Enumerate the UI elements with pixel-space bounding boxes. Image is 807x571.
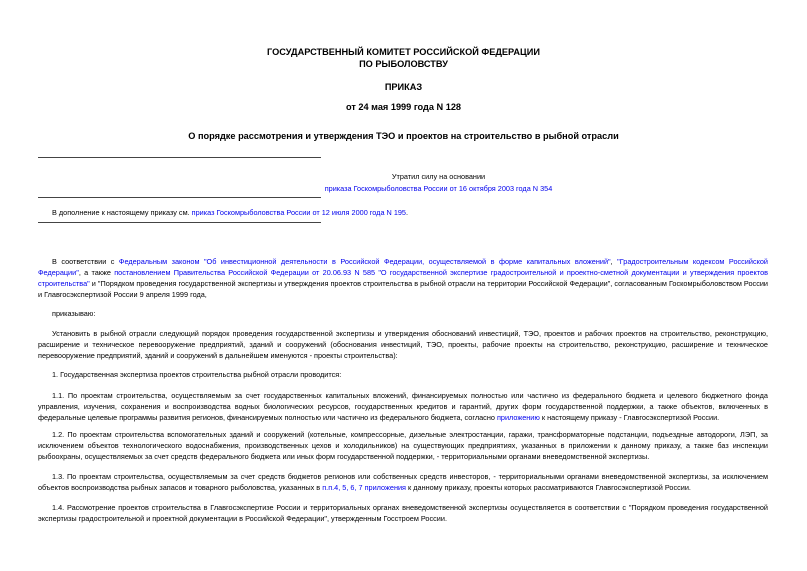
order-word: приказываю: — [52, 309, 96, 318]
clause-1-2: 1.2. По проектам строительства вспомогательных зданий и сооружений (котельные, компрессорные, дизельные электростанции, гаражи, трансформаторные подстанции, подъездные автодороги, ЛЭП, за исключением объектов технологического водоснабжения, производственных цехов и холодильников) на существующих предприятиях, указанных в приложении к данному приказу, а также баз инспекции рыбоохраны, осуществляемых за счет средств федерального бюджета или иных форм государственной поддержки, - территориальными органами вневедомственной экспертизы. — [38, 430, 768, 461]
clause-1-1 — [38, 390, 768, 423]
text-fragment: к данному приказу, проекты которых рассматриваются Главгосэкспертизой России. — [406, 483, 691, 492]
appendix-items-link[interactable]: п.п.4, 5, 6, 7 приложения — [322, 483, 406, 492]
divider — [38, 197, 321, 198]
divider — [38, 157, 321, 158]
text-fragment: , — [610, 257, 613, 266]
status-note-text: Утратил силу на основании — [391, 172, 486, 181]
divider — [38, 222, 321, 223]
urban-code-link[interactable]: "Градостроительным кодексом Российской Федерации" — [38, 257, 769, 277]
repeal-order-link[interactable]: приказа Госкомрыболовства России от 16 октября 2003 года N 354 — [324, 184, 553, 193]
document-date-number: от 24 мая 1999 года N 128 — [345, 102, 462, 112]
document-title: О порядке рассмотрения и утверждения ТЭО и проектов на строительство в рыбной отрасли — [188, 131, 619, 141]
clause-1-3 — [38, 471, 768, 493]
related-order-link[interactable]: приказ Госкомрыболовства России от 12 июля 2000 года N 195 — [191, 208, 406, 217]
preamble-paragraph — [38, 256, 768, 300]
document-type: ПРИКАЗ — [384, 82, 423, 92]
appendix-link[interactable]: приложению — [496, 413, 540, 422]
text-fragment: , а также — [78, 268, 111, 277]
federal-law-link[interactable]: Федеральным законом "Об инвестиционной деятельности в Российской Федерации, осуществляемой в форме капитальных вложений" — [118, 257, 611, 266]
addition-note-suffix: . — [406, 208, 409, 217]
status-note — [35, 171, 807, 182]
government-resolution-link[interactable]: постановлением Правительства Российской Федерации от 20.06.93 N 585 "О государственной экспертизе градостроительной и проектно-сметной документации и утверждения проектов строительства" — [38, 268, 769, 288]
text-fragment: 1.1. По проектам строительства, осуществляемым за счет государственных капитальных вложений, финансируемых полностью или частично из федерального бюджета и целевого бюджетного фонда управления, изучения, сохранения и воспроизводства водных биологических ресурсов, государственных кредитов и гарантий, других форм государственной поддержки, а также объектов, включенных в федеральные целевые программы развития регионов, финансируемых полностью или частично из федерального бюджета, согласно — [38, 391, 768, 422]
issuer-line-1: ГОСУДАРСТВЕННЫЙ КОМИТЕТ РОССИЙСКОЙ ФЕДЕРАЦИИ — [267, 47, 540, 57]
text-fragment: 1.3. По проектам строительства, осуществляемым за счет средств бюджетов регионов или собственных средств инвесторов, - территориальными органами вневедомственной экспертизы, за исключением объектов воспроизводства рыбных запасов и товарного рыболовства, указанных в — [38, 472, 768, 492]
main-paragraph: Установить в рыбной отрасли следующий порядок проведения государственной экспертизы и утверждения обоснований инвестиций, ТЭО, проектов и рабочих проектов на строительство, реконструкцию, расширение и техническое перевооружение предприятий, зданий и сооружений (обоснования инвестиций, ТЭО, проекты, рабочие проекты на строительство, реконструкцию, расширение и техническое перевооружение предприятий, зданий и сооружений в дальнейшем именуются - проекты строительства): — [38, 329, 768, 360]
status-note-link-row — [35, 183, 807, 194]
addition-note-prefix: В дополнение к настоящему приказу см. — [52, 208, 190, 217]
text-fragment: В соответствии с — [52, 257, 115, 266]
clause-1: 1. Государственная экспертиза проектов строительства рыбной отрасли проводится: — [52, 370, 342, 379]
text-fragment: к настоящему приказу - Главгосэкспертизой России. — [539, 413, 720, 422]
addition-note — [52, 207, 408, 218]
clause-1-4: 1.4. Рассмотрение проектов строительства в Главгосэкспертизе России и территориальных органах вневедомственной экспертизы осуществляется в соответствии с "Порядком проведения государственной экспертизы градостроительной и проектной документации в Российской Федерации", утвержденным Госстроем России. — [38, 503, 768, 523]
issuer-line-2: ПО РЫБОЛОВСТВУ — [359, 59, 448, 69]
text-fragment: и "Порядком проведения государственной экспертизы и утверждения проектов строительства в рыбной отрасли на территории Российской Федерации", согласованным Госкомрыболовством России и Главгосэкспертизой России 9 апреля 1999 года, — [38, 279, 768, 299]
